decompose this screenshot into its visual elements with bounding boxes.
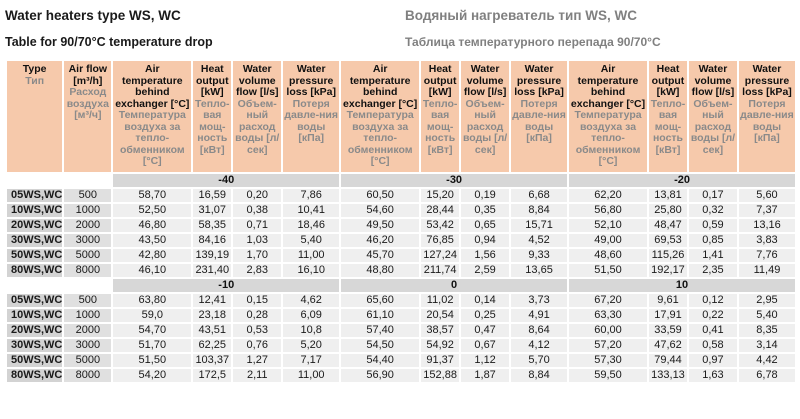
data-value-cell: 1,41 bbox=[689, 249, 737, 262]
data-value-cell: 11,02 bbox=[421, 294, 459, 307]
header-cell-heat-output-2-ru: Тепло-вая мощ-ность [кВт] bbox=[650, 97, 686, 156]
data-value-cell: 54,40 bbox=[341, 354, 419, 367]
data-value-cell: 0,32 bbox=[689, 204, 737, 217]
data-value-cell: 9,61 bbox=[649, 294, 687, 307]
data-value-cell: 6,09 bbox=[283, 309, 339, 322]
data-value-cell: 2,83 bbox=[233, 264, 281, 277]
data-value-cell: 63,30 bbox=[569, 309, 647, 322]
data-value-cell: 0,38 bbox=[233, 204, 281, 217]
data-value-cell: 48,80 bbox=[341, 264, 419, 277]
data-value-cell: 0,67 bbox=[461, 339, 509, 352]
header-cell-air-temp-2 bbox=[569, 61, 647, 172]
row-air-flow-cell: 8000 bbox=[64, 369, 111, 382]
header-cell-water-volume-flow-0-ru: Объем-ный расход воды [л/сек] bbox=[235, 97, 280, 156]
data-value-cell: 4,62 bbox=[283, 294, 339, 307]
data-value-cell: 12,41 bbox=[193, 294, 231, 307]
data-value-cell: 54,20 bbox=[113, 369, 191, 382]
data-value-cell: 57,40 bbox=[341, 324, 419, 337]
data-value-cell: 1,12 bbox=[461, 354, 509, 367]
data-value-cell: 139,19 bbox=[193, 249, 231, 262]
data-value-cell: 5,60 bbox=[739, 189, 795, 202]
data-value-cell: 15,20 bbox=[421, 189, 459, 202]
data-value-cell: 33,59 bbox=[649, 324, 687, 337]
row-air-flow-cell: 2000 bbox=[64, 324, 111, 337]
data-value-cell: 54,70 bbox=[113, 324, 191, 337]
data-value-cell: 6,78 bbox=[739, 369, 795, 382]
data-value-cell: 0,19 bbox=[461, 189, 509, 202]
group-label-cell: -20 bbox=[569, 174, 795, 187]
data-value-cell: 15,71 bbox=[511, 219, 567, 232]
row-type-cell: 30WS,WC bbox=[7, 234, 62, 247]
data-value-cell: 0,15 bbox=[233, 294, 281, 307]
group-label-cell: 10 bbox=[569, 279, 795, 292]
table-row bbox=[7, 204, 795, 217]
data-value-cell: 49,00 bbox=[569, 234, 647, 247]
table-row bbox=[7, 294, 795, 307]
data-value-cell: 8,35 bbox=[739, 324, 795, 337]
data-value-cell: 0,65 bbox=[461, 219, 509, 232]
data-value-cell: 51,50 bbox=[113, 354, 191, 367]
data-value-cell: 23,18 bbox=[193, 309, 231, 322]
table-header bbox=[7, 61, 795, 172]
data-value-cell: 4,42 bbox=[739, 354, 795, 367]
data-value-cell: 54,92 bbox=[421, 339, 459, 352]
table-row bbox=[7, 309, 795, 322]
header-cell-type-ru: Тип bbox=[25, 74, 45, 87]
row-air-flow-cell: 3000 bbox=[64, 234, 111, 247]
data-value-cell: 13,65 bbox=[511, 264, 567, 277]
row-air-flow-cell: 8000 bbox=[64, 264, 111, 277]
data-value-cell: 231,40 bbox=[193, 264, 231, 277]
table-row bbox=[7, 354, 795, 367]
row-air-flow-cell: 1000 bbox=[64, 204, 111, 217]
data-value-cell: 115,26 bbox=[649, 249, 687, 262]
data-value-cell: 0,12 bbox=[689, 294, 737, 307]
header-cell-heat-output-1 bbox=[421, 61, 459, 172]
data-value-cell: 103,37 bbox=[193, 354, 231, 367]
data-value-cell: 45,70 bbox=[341, 249, 419, 262]
header-cell-water-pressure-loss-0-ru: Потеря давле-ния воды [кПа] bbox=[284, 97, 339, 144]
data-value-cell: 10,41 bbox=[283, 204, 339, 217]
data-value-cell: 46,80 bbox=[113, 219, 191, 232]
row-type-cell: 30WS,WC bbox=[7, 339, 62, 352]
header-cell-air-temp-0 bbox=[113, 61, 191, 172]
table-subtitle-ru: Таблица температурного перепада 90/70°C bbox=[405, 35, 661, 49]
data-value-cell: 46,20 bbox=[341, 234, 419, 247]
data-value-cell: 76,85 bbox=[421, 234, 459, 247]
data-value-cell: 63,80 bbox=[113, 294, 191, 307]
data-value-cell: 59,50 bbox=[569, 369, 647, 382]
header-cell-heat-output-0-en: Heat output [kW] bbox=[195, 63, 229, 98]
table-row bbox=[7, 249, 795, 262]
header-cell-air-temp-1-ru: Температура воздуха за тепло-обменником [°C] bbox=[346, 109, 414, 167]
table-subtitle-en: Table for 90/70°C temperature drop bbox=[5, 35, 213, 49]
data-value-cell: 8,84 bbox=[511, 204, 567, 217]
data-value-cell: 56,90 bbox=[341, 369, 419, 382]
data-value-cell: 5,40 bbox=[283, 234, 339, 247]
data-value-cell: 4,91 bbox=[511, 309, 567, 322]
header-cell-water-volume-flow-0-en: Water volume flow [l/s] bbox=[235, 63, 279, 98]
data-value-cell: 52,10 bbox=[569, 219, 647, 232]
table-row bbox=[7, 324, 795, 337]
data-value-cell: 57,30 bbox=[569, 354, 647, 367]
data-value-cell: 0,58 bbox=[689, 339, 737, 352]
data-value-cell: 7,17 bbox=[283, 354, 339, 367]
data-value-cell: 46,10 bbox=[113, 264, 191, 277]
data-value-cell: 17,91 bbox=[649, 309, 687, 322]
header-cell-water-pressure-loss-1-ru: Потеря давле-ния воды [кПа] bbox=[512, 97, 566, 144]
row-type-cell: 10WS,WC bbox=[7, 309, 62, 322]
data-value-cell: 61,10 bbox=[341, 309, 419, 322]
group-label-cell: -30 bbox=[341, 174, 567, 187]
table-row bbox=[7, 219, 795, 232]
data-value-cell: 54,60 bbox=[341, 204, 419, 217]
data-value-cell: 31,07 bbox=[193, 204, 231, 217]
data-value-cell: 0,71 bbox=[233, 219, 281, 232]
row-type-cell: 20WS,WC bbox=[7, 324, 62, 337]
group-label-cell: 0 bbox=[341, 279, 567, 292]
data-value-cell: 79,44 bbox=[649, 354, 687, 367]
header-cell-air-temp-2-ru: Температура воздуха за тепло-обменником [°C] bbox=[574, 109, 642, 167]
data-value-cell: 0,28 bbox=[233, 309, 281, 322]
row-air-flow-cell: 2000 bbox=[64, 219, 111, 232]
header-cell-water-pressure-loss-2-en: Water pressure loss [kPa] bbox=[742, 63, 792, 98]
data-value-cell: 16,59 bbox=[193, 189, 231, 202]
data-value-cell: 1,63 bbox=[689, 369, 737, 382]
header-cell-water-volume-flow-1-en: Water volume flow [l/s] bbox=[463, 63, 507, 98]
header-cell-water-pressure-loss-1 bbox=[511, 61, 567, 172]
data-value-cell: 51,70 bbox=[113, 339, 191, 352]
data-value-cell: 43,50 bbox=[113, 234, 191, 247]
water-heater-spec-table bbox=[5, 59, 797, 384]
data-value-cell: 192,17 bbox=[649, 264, 687, 277]
header-cell-heat-output-2-en: Heat output [kW] bbox=[651, 63, 685, 98]
header-cell-water-pressure-loss-0 bbox=[283, 61, 339, 172]
data-value-cell: 48,60 bbox=[569, 249, 647, 262]
data-value-cell: 52,50 bbox=[113, 204, 191, 217]
row-air-flow-cell: 1000 bbox=[64, 309, 111, 322]
data-value-cell: 211,74 bbox=[421, 264, 459, 277]
header-cell-heat-output-1-en: Heat output [kW] bbox=[423, 63, 457, 98]
header-cell-water-volume-flow-2-ru: Объем-ный расход воды [л/сек] bbox=[690, 97, 736, 156]
header-cell-air-temp-0-ru: Температура воздуха за тепло-обменником [°C] bbox=[118, 109, 186, 167]
table-body bbox=[7, 174, 795, 382]
header-cell-water-pressure-loss-2 bbox=[739, 61, 795, 172]
table-row bbox=[7, 264, 795, 277]
data-value-cell: 0,59 bbox=[689, 219, 737, 232]
data-value-cell: 1,27 bbox=[233, 354, 281, 367]
row-air-flow-cell: 5000 bbox=[64, 354, 111, 367]
data-value-cell: 10,8 bbox=[283, 324, 339, 337]
data-value-cell: 69,53 bbox=[649, 234, 687, 247]
data-value-cell: 51,50 bbox=[569, 264, 647, 277]
row-type-cell: 05WS,WC bbox=[7, 294, 62, 307]
data-value-cell: 62,25 bbox=[193, 339, 231, 352]
data-value-cell: 0,35 bbox=[461, 204, 509, 217]
data-value-cell: 60,00 bbox=[569, 324, 647, 337]
data-value-cell: 8,84 bbox=[511, 369, 567, 382]
data-value-cell: 5,40 bbox=[739, 309, 795, 322]
group-label-cell: -40 bbox=[113, 174, 339, 187]
header-cell-air-temp-2-en: Air temperature behind exchanger [°C] bbox=[570, 63, 646, 110]
data-value-cell: 0,20 bbox=[233, 189, 281, 202]
data-value-cell: 0,22 bbox=[689, 309, 737, 322]
header-cell-water-pressure-loss-1-en: Water pressure loss [kPa] bbox=[514, 63, 564, 98]
header-cell-heat-output-1-ru: Тепло-вая мощ-ность [кВт] bbox=[422, 97, 458, 156]
header-cell-heat-output-2 bbox=[649, 61, 687, 172]
data-value-cell: 11,00 bbox=[283, 369, 339, 382]
data-value-cell: 48,47 bbox=[649, 219, 687, 232]
data-value-cell: 8,64 bbox=[511, 324, 567, 337]
data-value-cell: 11,49 bbox=[739, 264, 795, 277]
data-value-cell: 1,70 bbox=[233, 249, 281, 262]
data-value-cell: 7,76 bbox=[739, 249, 795, 262]
data-value-cell: 0,85 bbox=[689, 234, 737, 247]
header-cell-air-flow-ru: Расход воздуха [м³/ч] bbox=[66, 86, 109, 121]
data-value-cell: 0,47 bbox=[461, 324, 509, 337]
header-cell-water-volume-flow-0 bbox=[233, 61, 281, 172]
group-label-cell: -10 bbox=[113, 279, 339, 292]
data-value-cell: 43,51 bbox=[193, 324, 231, 337]
row-air-flow-cell: 3000 bbox=[64, 339, 111, 352]
data-value-cell: 84,16 bbox=[193, 234, 231, 247]
data-value-cell: 38,57 bbox=[421, 324, 459, 337]
header-cell-air-temp-0-en: Air temperature behind exchanger [°C] bbox=[115, 63, 190, 110]
data-value-cell: 67,20 bbox=[569, 294, 647, 307]
data-value-cell: 2,95 bbox=[739, 294, 795, 307]
row-type-cell: 05WS,WC bbox=[7, 189, 62, 202]
data-value-cell: 53,42 bbox=[421, 219, 459, 232]
data-value-cell: 0,76 bbox=[233, 339, 281, 352]
data-value-cell: 13,81 bbox=[649, 189, 687, 202]
header-row bbox=[7, 61, 795, 172]
row-air-flow-cell: 5000 bbox=[64, 249, 111, 262]
header-cell-heat-output-0 bbox=[193, 61, 231, 172]
data-value-cell: 25,80 bbox=[649, 204, 687, 217]
data-value-cell: 0,17 bbox=[689, 189, 737, 202]
data-value-cell: 3,14 bbox=[739, 339, 795, 352]
header-cell-type bbox=[7, 61, 62, 172]
data-value-cell: 2,11 bbox=[233, 369, 281, 382]
data-value-cell: 20,54 bbox=[421, 309, 459, 322]
data-value-cell: 0,25 bbox=[461, 309, 509, 322]
data-value-cell: 4,12 bbox=[511, 339, 567, 352]
data-value-cell: 2,35 bbox=[689, 264, 737, 277]
data-value-cell: 57,20 bbox=[569, 339, 647, 352]
data-value-cell: 2,59 bbox=[461, 264, 509, 277]
row-type-cell: 10WS,WC bbox=[7, 204, 62, 217]
data-value-cell: 16,10 bbox=[283, 264, 339, 277]
data-value-cell: 127,24 bbox=[421, 249, 459, 262]
data-value-cell: 133,13 bbox=[649, 369, 687, 382]
data-value-cell: 0,97 bbox=[689, 354, 737, 367]
row-type-cell: 50WS,WC bbox=[7, 249, 62, 262]
data-value-cell: 62,20 bbox=[569, 189, 647, 202]
header-cell-air-temp-1 bbox=[341, 61, 419, 172]
header-cell-water-volume-flow-1-ru: Объем-ный расход воды [л/сек] bbox=[462, 97, 508, 156]
data-value-cell: 47,62 bbox=[649, 339, 687, 352]
data-value-cell: 11,00 bbox=[283, 249, 339, 262]
data-value-cell: 0,53 bbox=[233, 324, 281, 337]
page-title-en: Water heaters type WS, WC bbox=[5, 8, 181, 23]
data-value-cell: 152,88 bbox=[421, 369, 459, 382]
data-value-cell: 56,80 bbox=[569, 204, 647, 217]
header-cell-air-flow-en: Air flow [m³/h] bbox=[68, 63, 108, 87]
group-row-spacer bbox=[7, 279, 111, 292]
header-cell-air-flow bbox=[64, 61, 111, 172]
data-value-cell: 0,41 bbox=[689, 324, 737, 337]
data-value-cell: 5,70 bbox=[511, 354, 567, 367]
data-value-cell: 59,0 bbox=[113, 309, 191, 322]
data-value-cell: 172,5 bbox=[193, 369, 231, 382]
header-cell-type-en: Type bbox=[22, 63, 47, 75]
header-cell-water-pressure-loss-0-en: Water pressure loss [kPa] bbox=[286, 63, 337, 98]
table-row bbox=[7, 339, 795, 352]
data-value-cell: 54,50 bbox=[341, 339, 419, 352]
data-value-cell: 0,94 bbox=[461, 234, 509, 247]
table-row bbox=[7, 369, 795, 382]
data-value-cell: 58,35 bbox=[193, 219, 231, 232]
header-cell-air-temp-1-en: Air temperature behind exchanger [°C] bbox=[343, 63, 418, 110]
row-air-flow-cell: 500 bbox=[64, 294, 111, 307]
data-value-cell: 7,37 bbox=[739, 204, 795, 217]
data-value-cell: 9,33 bbox=[511, 249, 567, 262]
data-value-cell: 1,03 bbox=[233, 234, 281, 247]
header-cell-water-volume-flow-2-en: Water volume flow [l/s] bbox=[691, 63, 735, 98]
data-value-cell: 58,70 bbox=[113, 189, 191, 202]
data-value-cell: 4,52 bbox=[511, 234, 567, 247]
data-value-cell: 91,37 bbox=[421, 354, 459, 367]
row-type-cell: 50WS,WC bbox=[7, 354, 62, 367]
table-row bbox=[7, 189, 795, 202]
row-type-cell: 80WS,WC bbox=[7, 369, 62, 382]
header-cell-water-pressure-loss-2-ru: Потеря давле-ния воды [кПа] bbox=[740, 97, 794, 144]
titles-block bbox=[5, 6, 797, 49]
data-value-cell: 3,73 bbox=[511, 294, 567, 307]
data-value-cell: 42,80 bbox=[113, 249, 191, 262]
data-value-cell: 5,20 bbox=[283, 339, 339, 352]
page-title-ru: Водяный нагреватель тип WS, WC bbox=[405, 8, 637, 23]
row-type-cell: 20WS,WC bbox=[7, 219, 62, 232]
group-header-row bbox=[7, 279, 795, 292]
header-cell-water-volume-flow-1 bbox=[461, 61, 509, 172]
data-value-cell: 49,50 bbox=[341, 219, 419, 232]
data-value-cell: 0,14 bbox=[461, 294, 509, 307]
group-row-spacer bbox=[7, 174, 111, 187]
data-value-cell: 13,16 bbox=[739, 219, 795, 232]
data-value-cell: 1,56 bbox=[461, 249, 509, 262]
data-value-cell: 7,86 bbox=[283, 189, 339, 202]
header-cell-heat-output-0-ru: Тепло-вая мощ-ность [кВт] bbox=[195, 97, 230, 156]
data-value-cell: 6,68 bbox=[511, 189, 567, 202]
row-air-flow-cell: 500 bbox=[64, 189, 111, 202]
data-value-cell: 60,50 bbox=[341, 189, 419, 202]
data-value-cell: 65,60 bbox=[341, 294, 419, 307]
row-type-cell: 80WS,WC bbox=[7, 264, 62, 277]
header-cell-water-volume-flow-2 bbox=[689, 61, 737, 172]
group-header-row bbox=[7, 174, 795, 187]
data-value-cell: 28,44 bbox=[421, 204, 459, 217]
table-row bbox=[7, 234, 795, 247]
data-value-cell: 3,83 bbox=[739, 234, 795, 247]
data-value-cell: 1,87 bbox=[461, 369, 509, 382]
data-value-cell: 18,46 bbox=[283, 219, 339, 232]
